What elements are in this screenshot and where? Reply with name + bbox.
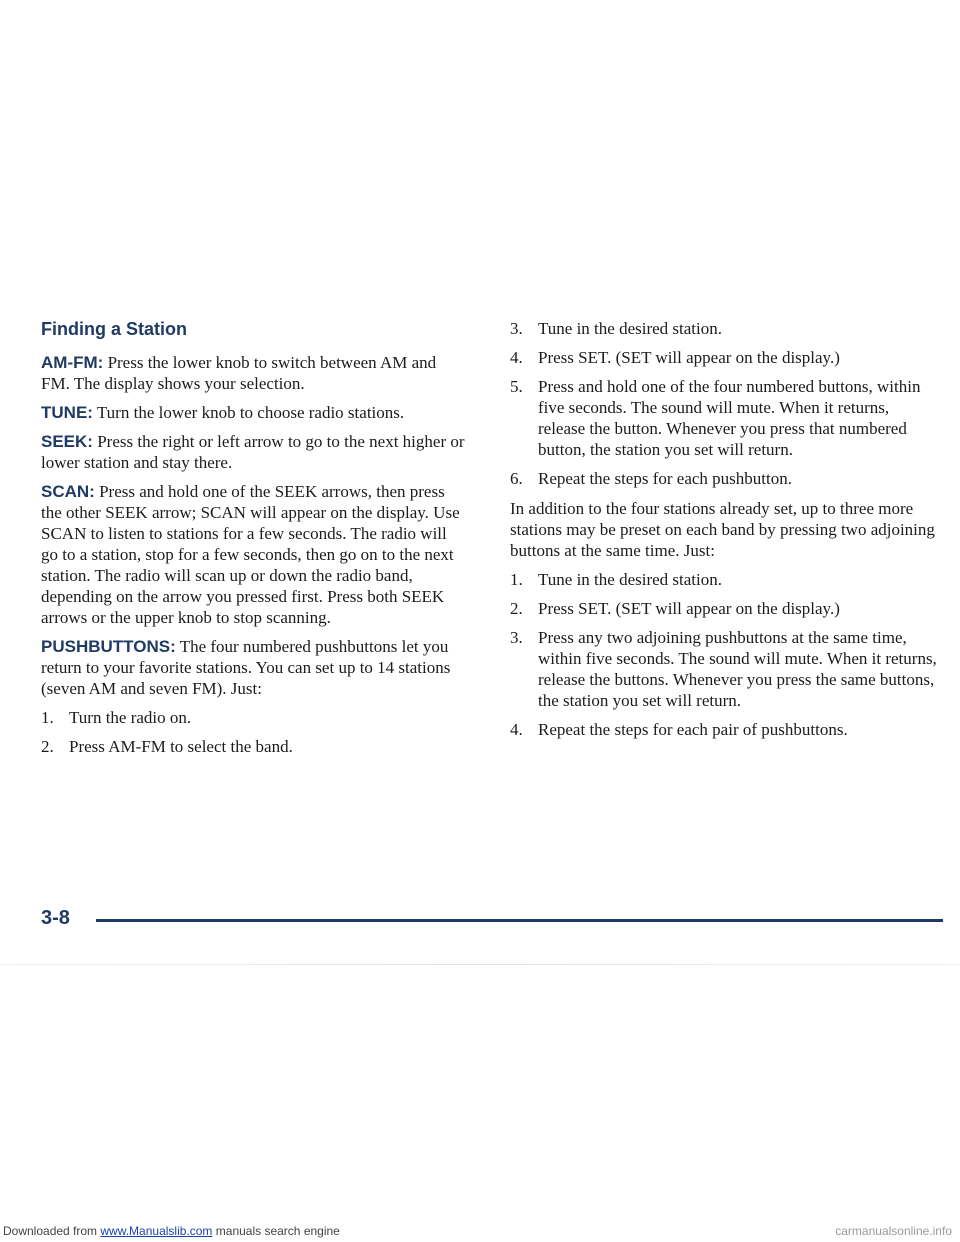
list-item bbox=[41, 707, 466, 728]
list-item bbox=[510, 719, 940, 740]
step-number: 3. bbox=[510, 319, 523, 338]
step-text: Repeat the steps for each pair of pushbuttons. bbox=[538, 720, 848, 739]
list-item bbox=[510, 468, 940, 489]
paragraph-tune bbox=[41, 402, 466, 423]
paragraph-pushbuttons bbox=[41, 636, 466, 699]
step-number: 5. bbox=[510, 377, 523, 396]
list-item bbox=[510, 569, 940, 590]
list-item bbox=[510, 627, 940, 711]
step-number: 4. bbox=[510, 348, 523, 367]
term-am-fm: AM-FM: bbox=[41, 353, 104, 372]
step-list-right-a bbox=[510, 318, 940, 489]
list-item bbox=[510, 376, 940, 460]
term-pushbuttons: PUSHBUTTONS: bbox=[41, 637, 176, 656]
term-seek: SEEK: bbox=[41, 432, 93, 451]
step-text: Tune in the desired station. bbox=[538, 319, 722, 338]
list-item bbox=[510, 347, 940, 368]
paragraph-text: The four numbered pushbuttons let you return to your favorite stations. You can set up to 14 stations (seven AM and seven FM). Just: bbox=[41, 637, 451, 698]
footer-rule bbox=[96, 919, 943, 922]
manualslib-link[interactable]: www.Manualslib.com bbox=[100, 1224, 213, 1238]
list-item bbox=[41, 736, 466, 757]
paragraph-scan bbox=[41, 481, 466, 628]
step-text: Press AM-FM to select the band. bbox=[69, 737, 293, 756]
step-text: Turn the radio on. bbox=[69, 708, 192, 727]
watermark-text: carmanualsonline.info bbox=[835, 1224, 952, 1238]
term-tune: TUNE: bbox=[41, 403, 93, 422]
step-number: 4. bbox=[510, 720, 523, 739]
step-number: 1. bbox=[41, 708, 54, 727]
step-number: 2. bbox=[510, 599, 523, 618]
step-text: Tune in the desired station. bbox=[538, 570, 722, 589]
list-item bbox=[510, 318, 940, 339]
paragraph-text: Press and hold one of the SEEK arrows, then press the other SEEK arrow; SCAN will appear on the display. Use SCAN to listen to stations for a few seconds. The radio will go to a station, stop for a few seconds, then go on to the next station. The radio will scan up or down the radio band, depending on the arrow you pressed first. Press both SEEK arrows or the upper knob to stop scanning. bbox=[41, 482, 460, 627]
list-item bbox=[510, 598, 940, 619]
step-text: Press SET. (SET will appear on the display.) bbox=[538, 599, 840, 618]
step-list-left bbox=[41, 707, 466, 757]
term-scan: SCAN: bbox=[41, 482, 95, 501]
paragraph-additional-presets: In addition to the four stations already set, up to three more stations may be preset on each band by pressing two adjoining buttons at the same time. Just: bbox=[510, 499, 935, 560]
footer-suffix: manuals search engine bbox=[212, 1224, 340, 1238]
paragraph-text: Turn the lower knob to choose radio stations. bbox=[92, 403, 405, 422]
paragraph-am-fm bbox=[41, 352, 466, 394]
section-heading: Finding a Station bbox=[41, 319, 187, 339]
step-text: Press and hold one of the four numbered buttons, within five seconds. The sound will mute. When it returns, release the button. Whenever you press that numbered button, the station you set will return. bbox=[538, 377, 921, 459]
step-number: 3. bbox=[510, 628, 523, 647]
footer-source bbox=[3, 1224, 340, 1238]
page-number: 3-8 bbox=[41, 907, 70, 929]
step-number: 1. bbox=[510, 570, 523, 589]
step-text: Press any two adjoining pushbuttons at the same time, within five seconds. The sound will mute. When it returns, release the buttons. Whenever you press the same buttons, the station you set will return. bbox=[538, 628, 937, 710]
step-text: Press SET. (SET will appear on the display.) bbox=[538, 348, 840, 367]
step-number: 6. bbox=[510, 469, 523, 488]
step-text: Repeat the steps for each pushbutton. bbox=[538, 469, 792, 488]
faint-divider bbox=[0, 964, 960, 965]
paragraph-seek bbox=[41, 431, 466, 473]
paragraph-text: Press the lower knob to switch between AM and FM. The display shows your selection. bbox=[41, 353, 437, 393]
right-column bbox=[510, 318, 940, 749]
left-column bbox=[41, 318, 466, 766]
paragraph-text: Press the right or left arrow to go to the next higher or lower station and stay there. bbox=[41, 432, 465, 472]
step-list-right-b bbox=[510, 569, 940, 740]
footer-prefix: Downloaded from bbox=[3, 1224, 101, 1238]
step-number: 2. bbox=[41, 737, 54, 756]
